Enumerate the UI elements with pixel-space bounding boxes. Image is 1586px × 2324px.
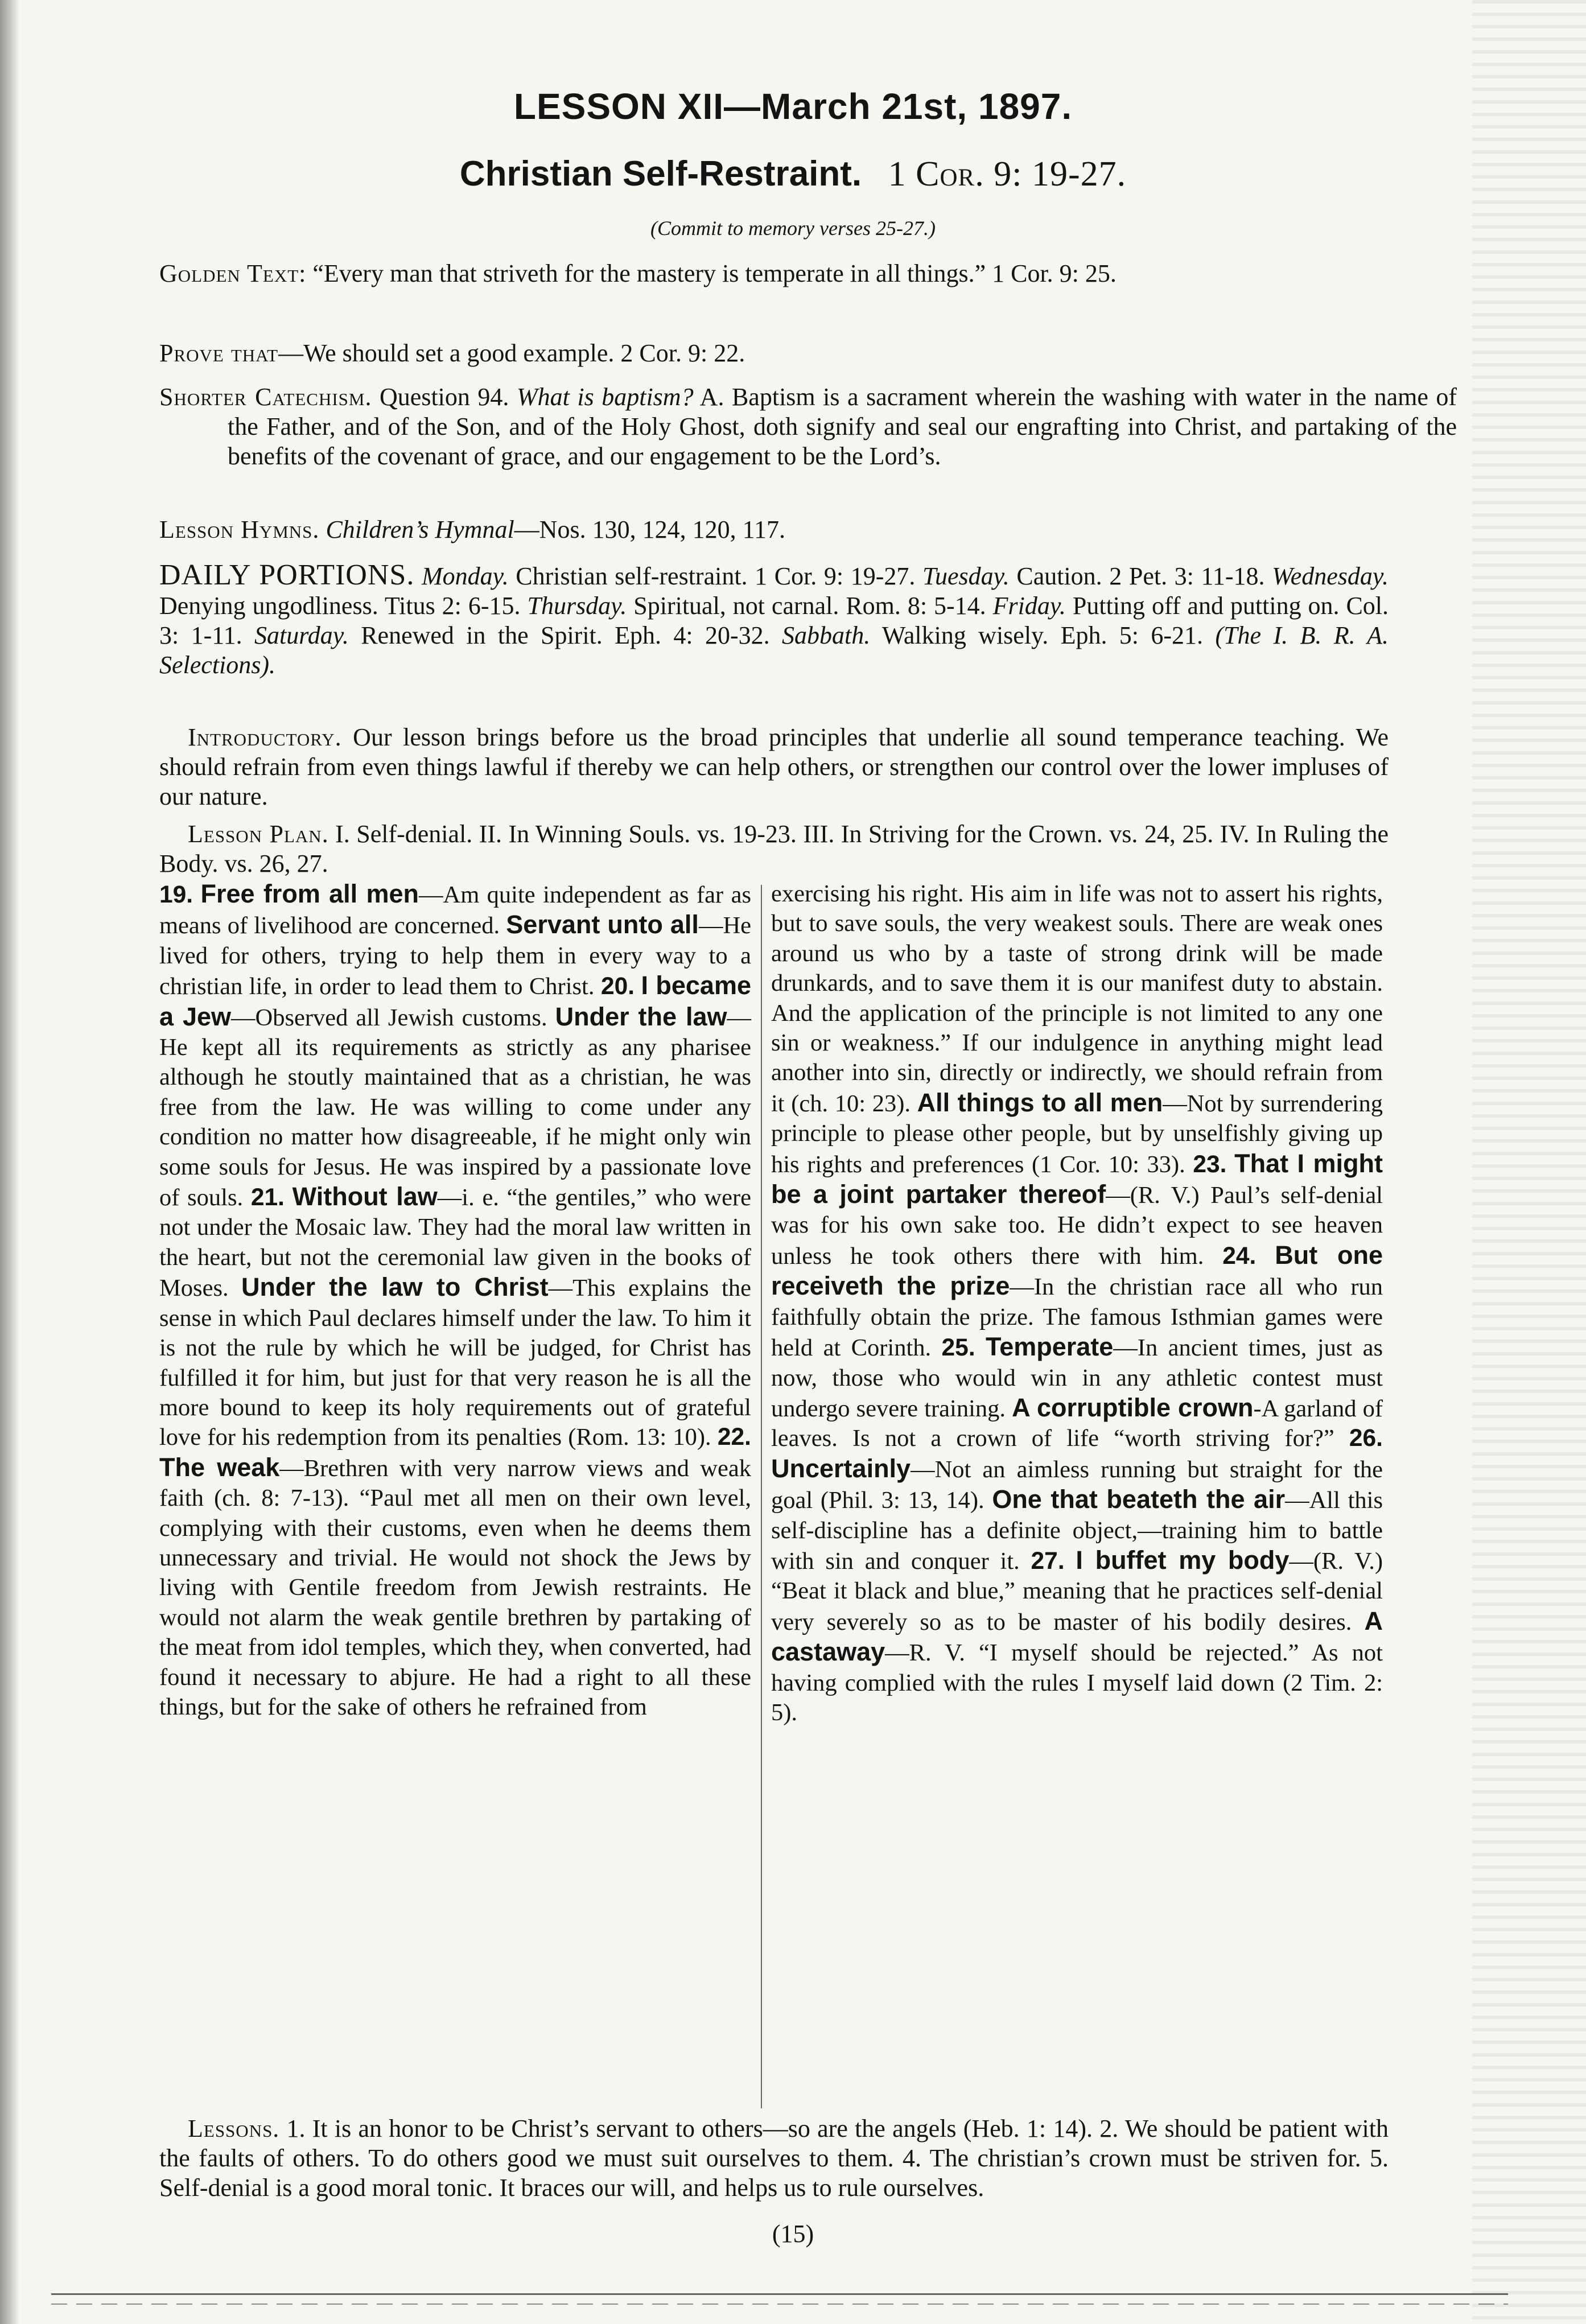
lesson-plan <box>159 819 1389 879</box>
introductory-label: Introductory. <box>188 723 342 751</box>
note-headword: I buffet my body <box>1076 1545 1290 1575</box>
note-text: —In the christian race all who run faithfully obtain the prize. The famous Isthmian games were held at Corinth. <box>771 1274 1383 1362</box>
note-verse-number: 25. <box>941 1334 975 1362</box>
note-verse-number: 20. <box>600 973 635 1000</box>
note-verse-number: 22. <box>717 1424 751 1451</box>
lessons-label: Lessons. <box>188 2115 280 2142</box>
daily-portion-item <box>782 621 1203 649</box>
note-text: —Not by surrendering principle to please other people, but by unselfishly giving up his rights and preferences (1 Cor. 10: 33). <box>771 1090 1383 1178</box>
note-headword: A castaway <box>771 1606 1383 1667</box>
note-text: —He lived for others, trying to help them in every way to a christian life, in order to lead them to Christ. <box>159 912 751 1000</box>
introductory <box>159 723 1389 811</box>
note-headword: One that beateth the air <box>992 1485 1286 1514</box>
note-text: —i. e. “the gentiles,” who were not under the Mosaic law. They had the moral law written in the heart, but not the ceremonial law given in the books of Moses. <box>159 1184 751 1302</box>
daily-portions-source: (The I. B. R. A. Selections). <box>159 621 1389 679</box>
note-headword: The weak <box>159 1452 280 1482</box>
lesson-subject: Christian Self-Restraint. <box>459 154 862 193</box>
catechism-label: Shorter Catechism. <box>159 383 372 411</box>
lesson-plan-label: Lesson Plan. <box>188 820 329 848</box>
note-verse-number: 19. <box>159 881 193 908</box>
scan-left-edge <box>0 0 19 2324</box>
daily-portion-text: Putting off and putting on. Col. 3: 1-11. <box>159 592 1389 649</box>
note-text: —Observed all Jewish customs. <box>231 1004 547 1031</box>
page-number: (15) <box>772 2220 814 2248</box>
lessons-summary <box>159 2114 1389 2203</box>
note-text: —All this self-discipline has a definite object,—training him to battle with sin and conquer it. <box>771 1487 1383 1575</box>
note-verse-number: 23. <box>1193 1151 1227 1178</box>
commit-note: (Commit to memory verses 25-27.) <box>650 217 936 240</box>
note-text: —Not an aimless running but straight for the goal (Phil. 3: 13, 14). <box>771 1456 1383 1514</box>
daily-portions-label: DAILY PORTIONS. <box>159 559 415 591</box>
note-text: -A garland of leaves. Is not a crown of life “worth striving for?” <box>771 1395 1383 1452</box>
note-headword: All things to all men <box>917 1087 1163 1117</box>
scan-right-edge <box>1472 0 1586 2324</box>
hymns-book: Children’s Hymnal <box>326 516 514 543</box>
note-headword: Free from all men <box>200 879 419 908</box>
daily-portion-day: Sabbath. <box>782 621 871 649</box>
note-text: —R. V. “I myself should be rejected.” As not having complied with the rules I myself laid down (2 Tim. 2: 5). <box>771 1639 1383 1726</box>
prove-that <box>159 339 1389 368</box>
daily-portion-text: Christian self-restraint. 1 Cor. 9: 19-27. <box>516 562 916 590</box>
daily-portions <box>159 561 1389 680</box>
note-verse-number: 21. <box>250 1184 285 1212</box>
daily-portion-item <box>527 592 986 620</box>
golden-text-body: “Every man that striveth for the mastery is temperate in all things.” 1 Cor. 9: 25. <box>312 259 1117 287</box>
note-headword: Under the law to Christ <box>241 1272 549 1302</box>
bottom-rule <box>51 2293 1508 2295</box>
note-verse-number: 26. <box>1349 1425 1383 1452</box>
shorter-catechism <box>159 382 1457 471</box>
lesson-title: LESSON XII—March 21st, 1897. <box>513 86 1073 127</box>
note-text: —In ancient times, just as now, those who would win in any athletic contest must undergo severe training. <box>771 1334 1383 1422</box>
lesson-subject-line <box>0 154 1586 195</box>
catechism-answer: A. Baptism is a sacrament wherein the washing with water in the name of the Father, and of the Son, and of the Holy Ghost, doth signify and seal our engrafting into Christ, and partaking of the benefits of the covenant of grace, and our engagement to be the Lord’s. <box>228 383 1457 470</box>
note-text: —Brethren with very narrow views and weak faith (ch. 8: 7-13). “Paul met all men on their own level, complying with their customs, even when he deems them unnecessary and trivial. He would not shock the Jews by living with Gentile freedom from Jewish restraints. He would not alarm the weak gentile brethren by partaking of the meat from idol temples, which they, when converted, had found it necessary to abjure. He had a right to all these things, but for the sake of others he refrained from <box>159 1454 751 1720</box>
note-entry <box>159 1004 751 1211</box>
daily-portion-text: Walking wisely. Eph. 5: 6-21. <box>881 621 1204 649</box>
note-text: exercising his right. His aim in life was not to assert his rights, but to save souls, the very weakest souls. There are weak ones around us who by a taste of strong drink will be made drunkards, and to save them it is our manifest duty to abstain. And the application of the principle is not limited to any one sin or weakness.” If our indulgence in anything might lead another into sin, directly or indirectly, we should refrain from it (ch. 10: 23). <box>771 880 1383 1117</box>
bottom-rule-dashed <box>51 2304 1508 2305</box>
daily-portion-day: Thursday. <box>527 592 627 620</box>
note-headword: Uncertainly <box>771 1453 911 1483</box>
note-text: —He kept all its requirements as strictly as any pharisee although he stoutly maintained that as a christian, he was free from the law. He was willing to come under any condition no matter how disagreeable, if he might only win some souls for Jesus. He was inspired by a passionate love of souls. <box>159 1004 751 1212</box>
note-entry <box>771 880 1383 1117</box>
daily-portion-day: Monday. <box>421 562 509 590</box>
note-entry <box>159 1424 751 1720</box>
note-text: —This explains the sense in which Paul declares himself under the law. To him it is not the rule by which he will be judged, for Christ has fulfilled it for him, but just for that very reason he is all the more bound to keep its holy requirements out of grateful love for his redemption from its penalties (Rom. 13: 10). <box>159 1275 751 1451</box>
daily-portion-text: Denying ungodliness. Titus 2: 6-15. <box>159 592 521 620</box>
column-divider <box>761 885 762 2108</box>
daily-portion-day: Friday. <box>992 592 1066 620</box>
hymns-label: Lesson Hymns. <box>159 516 320 543</box>
note-text: —(R. V.) “Beat it black and blue,” meaning that he practices self-denial very severely so as to be master of his bodily desires. <box>771 1547 1383 1635</box>
note-verse-number: 27. <box>1031 1547 1065 1575</box>
notes-left-column <box>159 879 751 1722</box>
notes-right-column <box>771 879 1383 1728</box>
note-entry <box>159 1272 751 1451</box>
daily-portion-text: Spiritual, not carnal. Rom. 8: 5-14. <box>633 592 986 620</box>
daily-portion-item <box>422 562 915 590</box>
daily-portion-item <box>922 562 1265 590</box>
lessons-body: 1. It is an honor to be Christ’s servant to others—so are the angels (Heb. 1: 14). 2. We should be patient with the faults of others. To do others good we must suit ourselves to them. 4. The christian’s crown must be striven for. 5. Self-denial is a good moral tonic. It braces our will, and helps us to rule ourselves. <box>159 2115 1389 2202</box>
note-text: —Am quite independent as far as means of livelihood are concerned. <box>159 881 752 940</box>
note-headword: Under the law <box>555 1002 727 1031</box>
lesson-plan-body: I. Self-denial. II. In Winning Souls. vs. 19-23. III. In Striving for the Crown. vs. 24, 25. IV. In Ruling the Body. vs. 26, 27. <box>159 820 1389 877</box>
prove-that-label: Prove that <box>159 339 279 367</box>
catechism-question-text: What is baptism? <box>516 383 694 411</box>
note-headword: But one receiveth the prize <box>771 1240 1383 1301</box>
daily-portion-item <box>254 621 770 649</box>
note-text: —(R. V.) Paul’s self-denial was for his own sake too. He didn’t expect to see heaven unless he took others there with him. <box>771 1182 1383 1270</box>
note-headword: Without law <box>292 1182 438 1212</box>
note-headword: A corruptible crown <box>1012 1392 1254 1422</box>
lesson-reference: 1 Cor. 9: 19-27. <box>888 155 1127 193</box>
golden-text-label: Golden Text: <box>159 259 307 287</box>
prove-that-body: —We should set a good example. 2 Cor. 9: 22. <box>278 339 745 367</box>
introductory-body: Our lesson brings before us the broad principles that underlie all sound temperance teaching. We should refrain from even things lawful if thereby we can help others, or strengthen our control over the lower impluses of our nature. <box>159 723 1389 810</box>
golden-text <box>159 259 1457 289</box>
daily-portion-day: Wednesday. <box>1272 562 1389 590</box>
lesson-hymns <box>159 515 1389 545</box>
note-headword: Temperate <box>986 1332 1114 1362</box>
hymns-numbers: —Nos. 130, 124, 120, 117. <box>514 516 785 543</box>
daily-portion-text: Caution. 2 Pet. 3: 11-18. <box>1016 562 1265 590</box>
daily-portion-text: Renewed in the Spirit. Eph. 4: 20-32. <box>361 621 770 649</box>
note-verse-number: 24. <box>1222 1242 1257 1270</box>
daily-portion-day: Tuesday. <box>922 562 1010 590</box>
daily-portion-day: Saturday. <box>254 621 349 649</box>
note-headword: I became a Jew <box>159 971 751 1031</box>
note-headword: Servant unto all <box>506 910 699 940</box>
catechism-question: Question 94. <box>380 383 509 411</box>
note-headword: That I might be a joint partaker thereof <box>771 1148 1383 1209</box>
